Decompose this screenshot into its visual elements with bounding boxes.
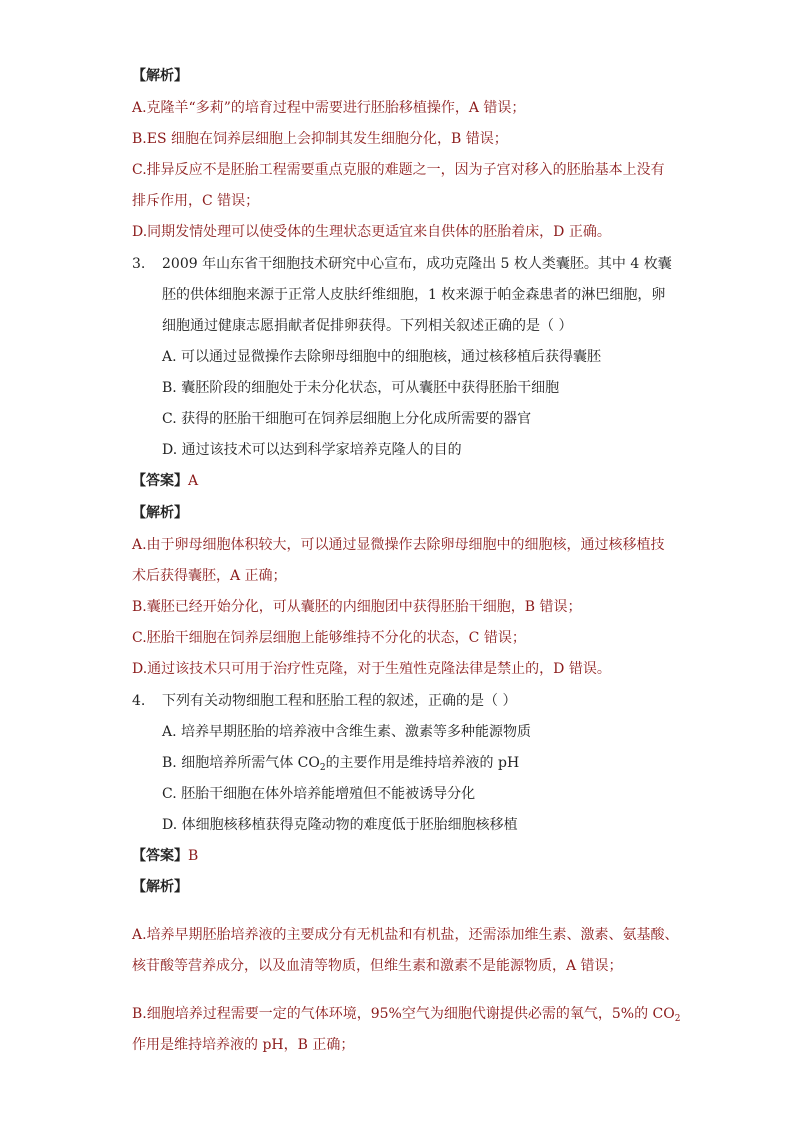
question-number: 3. <box>132 256 146 272</box>
analysis-line: 术后获得囊胚，A 正确； <box>132 568 287 584</box>
analysis-line: C.排异反应不是胚胎工程需要重点克服的难题之一，因为子宫对移入的胚胎基本上没有 <box>132 162 665 178</box>
option-d: D. 体细胞核移植获得克隆动物的难度低于胚胎细胞核移植 <box>162 817 518 833</box>
question-stem: 2009 年山东省干细胞技术研究中心宣布，成功克隆出 5 枚人类囊胚。其中 4 枚囊 <box>162 256 672 272</box>
analysis-line: 作用是维持培养液的 pH，B 正确； <box>132 1037 355 1053</box>
subscript: 2 <box>674 1014 681 1024</box>
analysis-heading: 【解析】 <box>132 68 188 84</box>
analysis-line: D.同期发情处理可以使受体的生理状态更适宜来自供体的胚胎着床，D 正确。 <box>132 224 611 240</box>
analysis-heading: 【解析】 <box>132 879 188 895</box>
option-d: D. 通过该技术可以达到科学家培养克隆人的目的 <box>162 442 462 458</box>
question-stem: 细胞通过健康志愿捐献者促排卵获得。下列相关叙述正确的是（ ） <box>162 318 573 334</box>
analysis-line: B.囊胚已经开始分化，可从囊胚的内细胞团中获得胚胎干细胞，B 错误； <box>132 599 582 615</box>
analysis-line <box>132 1004 680 1024</box>
option-b <box>162 753 519 773</box>
answer-row <box>132 846 198 866</box>
answer-value: B <box>188 848 199 864</box>
answer-heading: 【答案】 <box>132 473 188 489</box>
option-a: A. 可以通过显微操作去除卵母细胞中的细胞核，通过核移植后获得囊胚 <box>162 349 602 365</box>
option-b-text-end: 的主要作用是维持培养液的 pH <box>325 755 520 771</box>
option-b: B. 囊胚阶段的细胞处于未分化状态，可从囊胚中获得胚胎干细胞 <box>162 380 560 396</box>
option-a: A. 培养早期胚胎的培养液中含维生素、激素等多种能源物质 <box>162 724 532 740</box>
analysis-line: A.克隆羊“多莉”的培育过程中需要进行胚胎移植操作，A 错误； <box>132 100 526 116</box>
analysis-line: D.通过该技术只可用于治疗性克隆，对于生殖性克隆法律是禁止的，D 错误。 <box>132 661 611 677</box>
analysis-line: A.培养早期胚胎培养液的主要成分有无机盐和有机盐，还需添加维生素、激素、氨基酸、 <box>132 927 679 943</box>
analysis-line: C.胚胎干细胞在饲养层细胞上能够维持不分化的状态，C 错误； <box>132 630 526 646</box>
analysis-line: 排斥作用，C 错误； <box>132 193 260 209</box>
analysis-text: B.细胞培养过程需要一定的气体环境，95%空气为细胞代谢提供必需的氧气，5%的 CO <box>132 1006 675 1022</box>
option-c: C. 胚胎干细胞在体外培养能增殖但不能被诱导分化 <box>162 786 476 802</box>
subscript: 2 <box>319 763 326 773</box>
analysis-line: A.由于卵母细胞体积较大，可以通过显微操作去除卵母细胞中的细胞核，通过核移植技 <box>132 537 665 553</box>
analysis-line: 核苷酸等营养成分，以及血清等物质，但维生素和激素不是能源物质，A 错误； <box>132 958 623 974</box>
answer-heading: 【答案】 <box>132 848 188 864</box>
option-c: C. 获得的胚胎干细胞可在饲养层细胞上分化成所需要的器官 <box>162 411 532 427</box>
answer-row <box>132 471 198 491</box>
analysis-heading: 【解析】 <box>132 505 188 521</box>
question-number: 4. <box>132 693 146 709</box>
option-b-text: B. 细胞培养所需气体 CO <box>162 755 320 771</box>
answer-value: A <box>188 473 199 489</box>
question-stem: 胚的供体细胞来源于正常人皮肤纤维细胞，1 枚来源于帕金森患者的淋巴细胞，卵 <box>162 287 666 303</box>
question-stem: 下列有关动物细胞工程和胚胎工程的叙述，正确的是（ ） <box>162 693 517 709</box>
analysis-line: B.ES 细胞在饲养层细胞上会抑制其发生细胞分化，B 错误； <box>132 131 508 147</box>
